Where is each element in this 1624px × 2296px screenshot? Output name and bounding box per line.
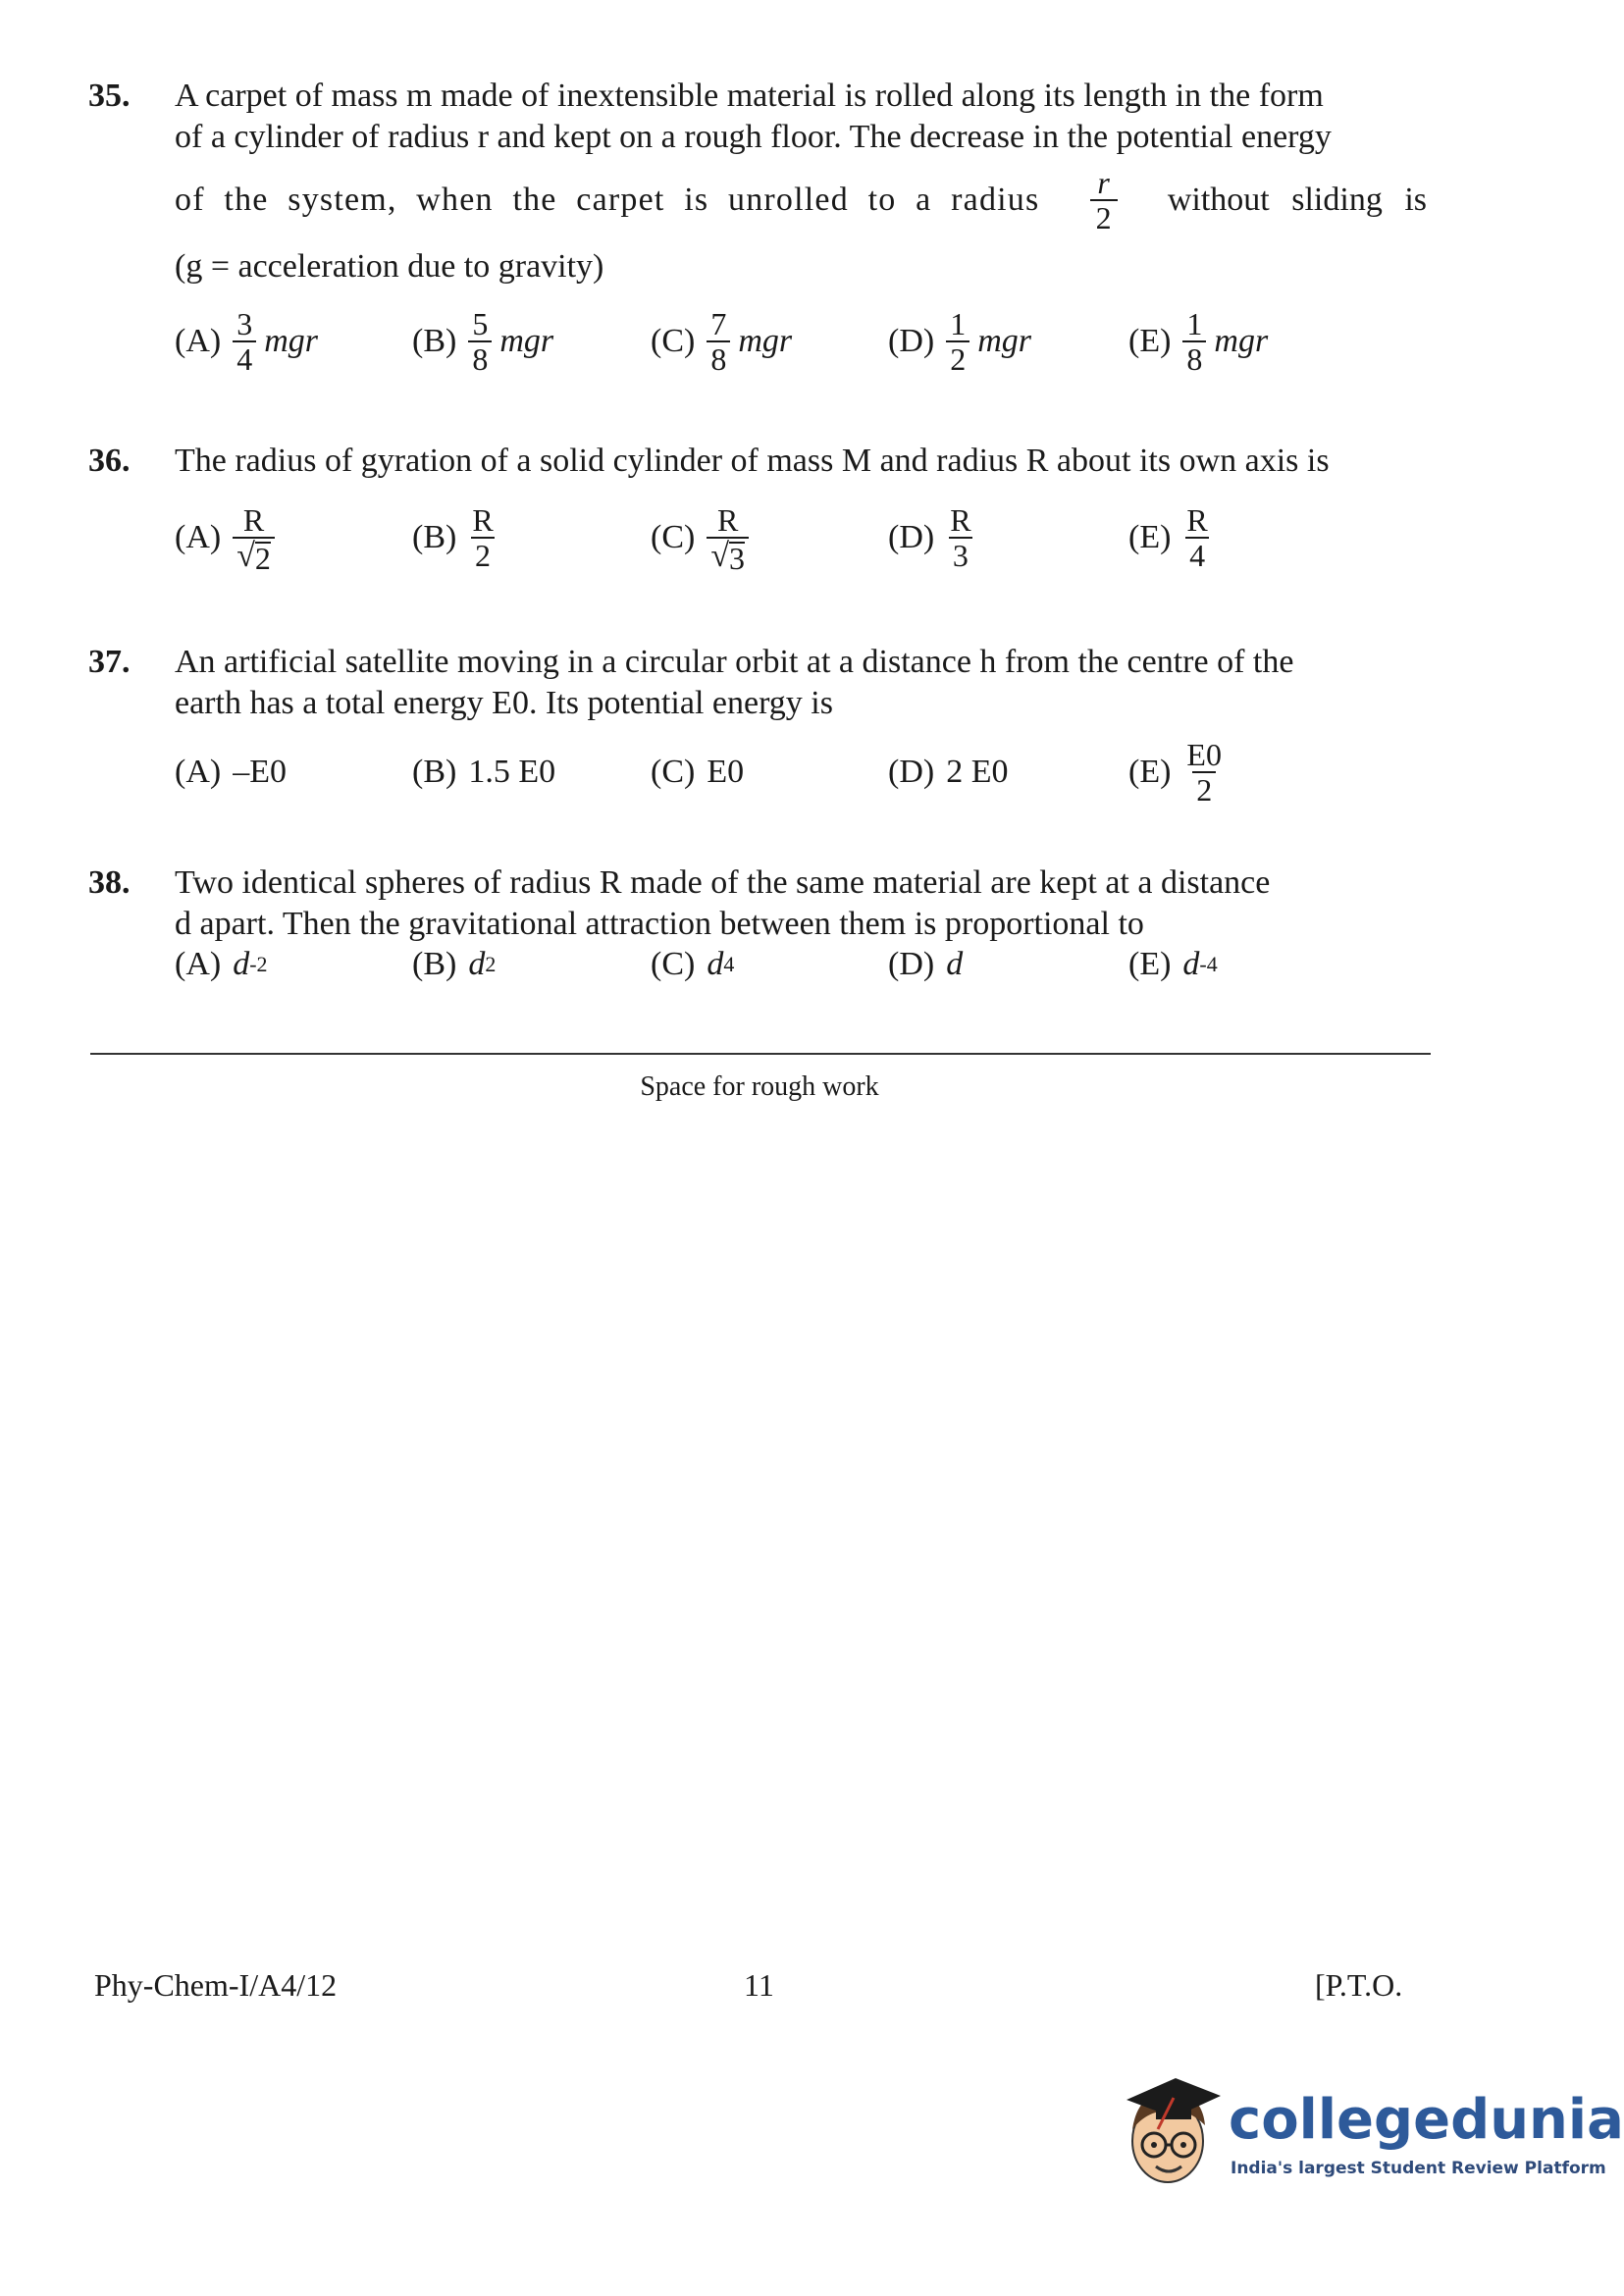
- option-c[interactable]: [651, 940, 734, 989]
- numerator: R: [1186, 502, 1208, 538]
- option-fraction: [946, 307, 969, 376]
- question-text-line-2: of a cylinder of radius r and kept on a rough floor. The decrease in the potential energy: [175, 119, 1332, 155]
- option-value: –E0: [233, 754, 287, 790]
- option-fraction: [1182, 307, 1206, 376]
- option-fraction: [707, 501, 749, 576]
- denominator: 2: [1192, 771, 1216, 807]
- option-base: d: [233, 946, 250, 982]
- option-e[interactable]: [1128, 498, 1212, 577]
- option-a[interactable]: [175, 498, 275, 577]
- option-suffix: mgr: [738, 323, 793, 359]
- option-b[interactable]: [412, 733, 555, 811]
- brand-name: collegedunia: [1229, 2088, 1624, 2152]
- question-text-line-2: earth has a total energy E0. Its potential energy is: [175, 685, 833, 721]
- question-text-line-1: An artificial satellite moving in a circular orbit at a distance h from the centre of the: [175, 644, 1294, 680]
- option-label: (A): [175, 946, 222, 982]
- option-exponent: -4: [1199, 952, 1218, 976]
- option-fraction: [468, 307, 492, 376]
- option-fraction: [468, 503, 497, 572]
- radius-fraction: [1090, 166, 1118, 235]
- option-fraction: [946, 503, 974, 572]
- option-suffix: mgr: [499, 323, 554, 359]
- numerator: 5: [472, 306, 489, 341]
- question-text-line-3b: without sliding is: [1167, 182, 1427, 218]
- option-label: (E): [1128, 946, 1172, 982]
- option-a[interactable]: [175, 940, 268, 989]
- option-e[interactable]: [1128, 940, 1218, 989]
- question-number: 36.: [88, 443, 131, 479]
- question-text: The radius of gyration of a solid cylinder of mass M and radius R about its own axis is: [175, 443, 1330, 479]
- option-a[interactable]: [175, 302, 318, 381]
- option-label: (A): [175, 323, 222, 359]
- option-d[interactable]: [888, 302, 1031, 381]
- option-fraction: [707, 307, 730, 376]
- options-row: [175, 733, 1427, 811]
- option-e[interactable]: [1128, 733, 1226, 811]
- option-suffix: mgr: [1214, 323, 1269, 359]
- question-text-line-3: [175, 167, 1427, 234]
- numerator: R: [242, 501, 265, 538]
- option-fraction: [233, 501, 275, 576]
- options-row: [175, 302, 1427, 381]
- numerator: 7: [710, 306, 727, 341]
- option-label: (C): [651, 754, 696, 790]
- option-label: (D): [888, 754, 935, 790]
- option-exponent: -2: [249, 952, 268, 976]
- option-label: (B): [412, 323, 457, 359]
- numerator: R: [716, 501, 739, 538]
- rough-work-label: Space for rough work: [640, 1071, 879, 1102]
- footer-page-number: 11: [744, 1967, 774, 2003]
- question-text-line-2: d apart. Then the gravitational attraction between them is proportional to: [175, 906, 1144, 942]
- mascot-icon: [1119, 2061, 1227, 2208]
- question-text-line-4: (g = acceleration due to gravity): [175, 248, 604, 285]
- options-row: [175, 940, 1427, 989]
- option-d[interactable]: [888, 498, 975, 577]
- denominator: [707, 537, 749, 576]
- question-35: [88, 77, 1433, 400]
- question-text-line-1: A carpet of mass m made of inextensible material is rolled along its length in the form: [175, 78, 1324, 114]
- option-label: (C): [651, 946, 696, 982]
- denominator: 8: [1182, 340, 1206, 376]
- denominator: 4: [1185, 537, 1209, 572]
- denominator: 2: [471, 537, 495, 572]
- option-suffix: mgr: [977, 323, 1031, 359]
- sqrt-argument: 2: [254, 540, 271, 576]
- option-label: (A): [175, 519, 222, 555]
- denominator: 3: [949, 537, 972, 572]
- option-base: d: [707, 946, 724, 982]
- numerator: 1: [1186, 306, 1203, 341]
- collegedunia-logo: [1119, 2061, 1624, 2208]
- question-36: [88, 442, 1433, 599]
- denominator: 8: [707, 340, 730, 376]
- denominator: [233, 537, 275, 576]
- option-base: d: [468, 946, 486, 982]
- option-base: d: [1182, 946, 1200, 982]
- question-text-line-3a: of the system, when the carpet is unrolled to a radius: [175, 182, 1040, 218]
- footer-code: Phy-Chem-I/A4/12: [94, 1967, 338, 2003]
- numerator: R: [472, 502, 494, 538]
- option-label: (D): [888, 519, 935, 555]
- option-value: E0: [707, 754, 745, 790]
- option-fraction: [1182, 738, 1226, 807]
- option-base: d: [946, 946, 964, 982]
- footer-pto: [P.T.O.: [1315, 1967, 1403, 2003]
- question-number: 35.: [88, 78, 131, 114]
- sqrt-argument: 3: [729, 540, 745, 576]
- option-label: (E): [1128, 754, 1172, 790]
- option-label: (A): [175, 754, 222, 790]
- option-label: (C): [651, 323, 696, 359]
- numerator: 1: [950, 306, 967, 341]
- option-d[interactable]: [888, 733, 1008, 811]
- option-suffix: mgr: [264, 323, 318, 359]
- option-d[interactable]: [888, 940, 963, 989]
- option-c[interactable]: [651, 498, 749, 577]
- option-c[interactable]: [651, 302, 792, 381]
- option-label: (B): [412, 946, 457, 982]
- question-37: [88, 643, 1433, 819]
- option-e[interactable]: [1128, 302, 1268, 381]
- option-label: (C): [651, 519, 696, 555]
- option-exponent: 2: [485, 952, 497, 976]
- option-c[interactable]: [651, 733, 744, 811]
- sqrt-icon: √: [710, 537, 729, 574]
- brand-tagline: India's largest Student Review Platform: [1231, 2159, 1606, 2178]
- question-text-line-1: Two identical spheres of radius R made of the same material are kept at a distance: [175, 864, 1271, 901]
- option-a[interactable]: [175, 733, 287, 811]
- option-label: (E): [1128, 519, 1172, 555]
- section-divider: [90, 1053, 1431, 1055]
- option-fraction: [1182, 503, 1211, 572]
- numerator: R: [950, 502, 971, 538]
- question-number: 37.: [88, 644, 131, 680]
- option-label: (B): [412, 519, 457, 555]
- option-exponent: 4: [723, 952, 735, 976]
- option-value: 2 E0: [946, 754, 1009, 790]
- sqrt-icon: √: [236, 537, 255, 574]
- options-row: [175, 498, 1427, 577]
- option-label: (B): [412, 754, 457, 790]
- question-38: [88, 863, 1433, 1011]
- option-label: (D): [888, 946, 935, 982]
- option-value: 1.5 E0: [468, 754, 556, 790]
- numerator: E0: [1186, 737, 1222, 772]
- numerator: 3: [236, 306, 253, 341]
- fraction-numerator: r: [1097, 165, 1110, 200]
- option-b[interactable]: [412, 498, 498, 577]
- denominator: 8: [468, 340, 492, 376]
- option-label: (D): [888, 323, 935, 359]
- option-label: (E): [1128, 323, 1172, 359]
- option-b[interactable]: [412, 302, 553, 381]
- option-b[interactable]: [412, 940, 496, 989]
- question-number: 38.: [88, 864, 131, 901]
- denominator: 2: [946, 340, 969, 376]
- option-fraction: [233, 307, 256, 376]
- denominator: 4: [233, 340, 256, 376]
- fraction-denominator: 2: [1090, 199, 1118, 235]
